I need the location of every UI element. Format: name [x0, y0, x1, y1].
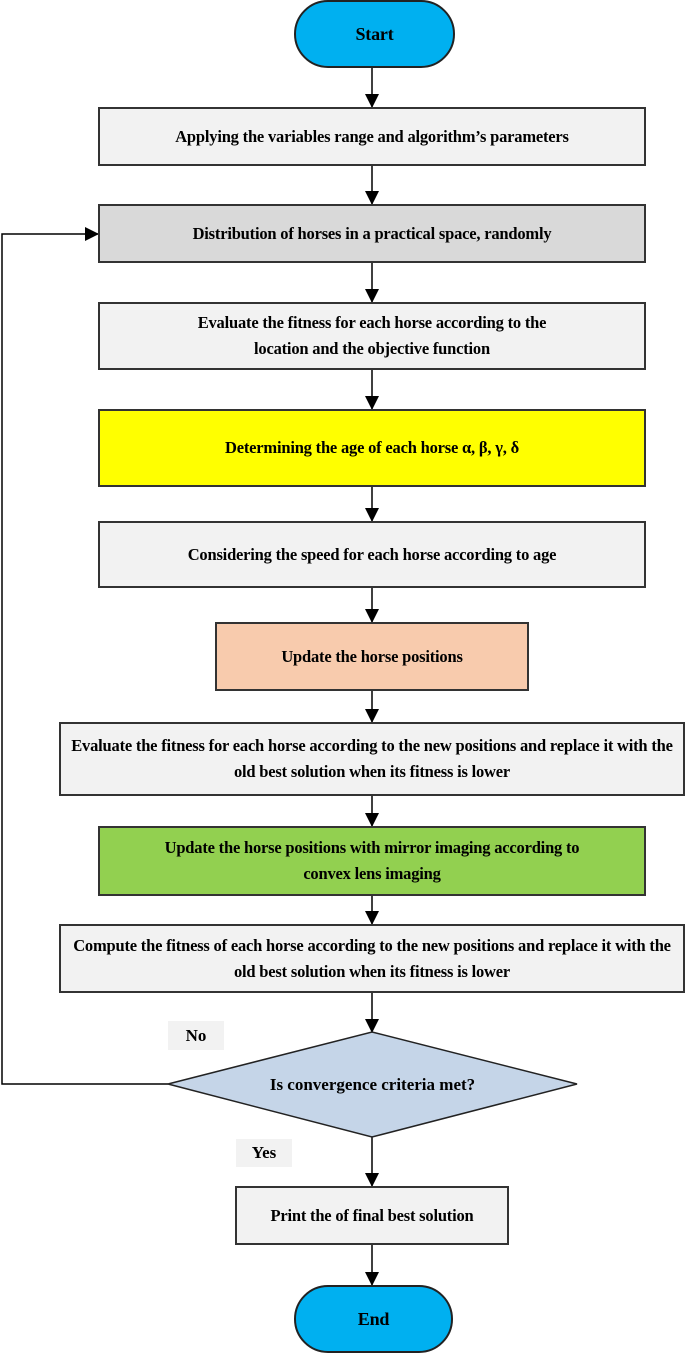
end-terminator [294, 1285, 453, 1353]
step-apply-parameters [98, 107, 646, 166]
step-determine-age [98, 409, 646, 487]
yes-label-text: Yes [251, 1143, 277, 1162]
step-label: Update the horse positions [281, 646, 463, 666]
step-mirror-imaging [98, 826, 646, 896]
step-update-positions [215, 622, 529, 691]
step-label: Update the horse positions with mirror imaging according to convex lens imaging [164, 838, 580, 883]
start-terminator [294, 0, 455, 68]
output-print-solution [235, 1186, 509, 1245]
step-label: Determining the age of each horse α, β, γ, δ [225, 438, 519, 457]
step-evaluate-new-positions [59, 722, 685, 796]
end-label: End [357, 1309, 390, 1329]
step-label: Applying the variables range and algorithm’s parameters [175, 126, 569, 146]
yes-label [236, 1139, 292, 1167]
step-label: Evaluate the fitness for each horse according to the location and the objective function [197, 313, 547, 358]
output-label: Print the of final best solution [270, 1205, 474, 1225]
step-compute-fitness [59, 924, 685, 993]
step-label: Compute the fitness of each horse according to the new positions and replace it with the old best solution when its fitness is lower [73, 935, 671, 981]
step-label: Considering the speed for each horse according to age [187, 544, 557, 564]
decision-text: Is convergence criteria met? [269, 1074, 476, 1094]
step-consider-speed [98, 521, 646, 588]
step-distribute-horses [98, 204, 646, 263]
start-label: Start [355, 24, 394, 44]
step-label: Evaluate the fitness for each horse according to the new positions and replace it with the old best solution when its fitness is lower [71, 736, 673, 781]
step-evaluate-fitness [98, 302, 646, 370]
decision-label [168, 1032, 577, 1137]
step-label: Distribution of horses in a practical space, randomly [192, 223, 552, 243]
no-label-text: No [185, 1025, 207, 1045]
